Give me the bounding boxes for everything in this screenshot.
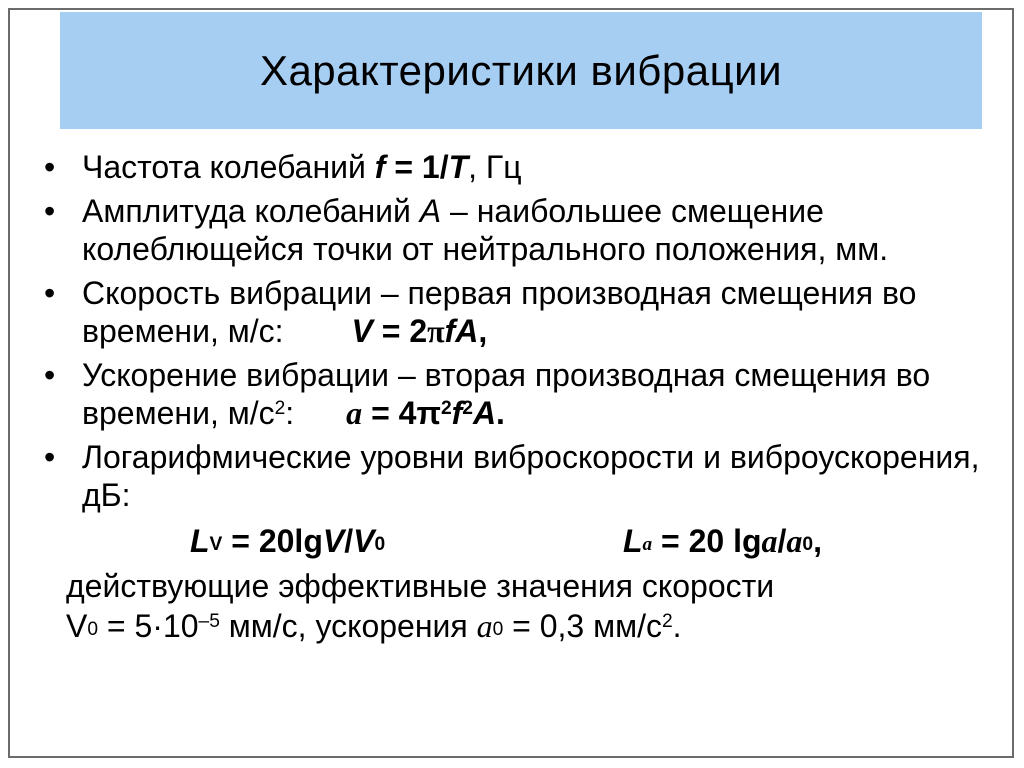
bullet-frequency bbox=[40, 148, 1000, 186]
bullet-dot: • bbox=[44, 149, 56, 185]
bullet-text-2: – наибольшее смещение колеблющейся точки от нейтрального положения, мм. bbox=[82, 193, 889, 267]
formula-sup-1: 2 bbox=[440, 398, 452, 419]
bullet-amplitude bbox=[40, 192, 1000, 268]
slide-title: Характеристики вибрации bbox=[259, 46, 783, 94]
slide-content bbox=[40, 148, 1000, 646]
formula-fa: fA bbox=[444, 313, 479, 349]
bullet-velocity bbox=[40, 274, 1000, 350]
unit-sup: 2 bbox=[274, 398, 286, 419]
formula-eq: = 4π bbox=[362, 395, 441, 431]
bullet-tail: , Гц bbox=[468, 149, 522, 185]
bullet-acceleration bbox=[40, 356, 1000, 432]
formula-f: f bbox=[374, 149, 386, 185]
bullet-log-levels bbox=[40, 438, 1000, 514]
bullet-dot: • bbox=[44, 275, 56, 311]
formula-eq: = 1/ bbox=[385, 149, 449, 185]
formula-sup-2: 2 bbox=[462, 398, 473, 419]
formula-t: T bbox=[448, 149, 469, 185]
amplitude-symbol: А bbox=[419, 193, 442, 229]
bullet-dot: • bbox=[44, 193, 56, 229]
effective-values-line: действующие эффективные значения скорости bbox=[66, 568, 775, 604]
formula-row bbox=[40, 522, 1000, 566]
bullet-text: Частота колебаний bbox=[82, 149, 375, 185]
bullet-dot: • bbox=[44, 357, 56, 393]
bullet-text: Скорость вибрации – первая производная смещения во времени, м/с: bbox=[82, 275, 917, 349]
formula-la: $L_a = 20$ lga/$a_0$, bbox=[623, 523, 822, 559]
formula-lv: $L_V = 20\lg V/V_0$ bbox=[190, 523, 386, 559]
bullet-text: Амплитуда колебаний bbox=[82, 193, 420, 229]
slide bbox=[8, 8, 1014, 758]
formula-eq: = 2 bbox=[372, 313, 428, 349]
formula-pi: π bbox=[427, 313, 445, 349]
bullet-dot: • bbox=[44, 439, 56, 475]
formula-end: . bbox=[496, 395, 505, 431]
bullet-text: Логарифмические уровни виброскорости и виброускорения, дБ: bbox=[82, 439, 980, 513]
formula-f: f bbox=[451, 395, 463, 431]
colon: : bbox=[285, 395, 295, 431]
reference-values-line: $V_0 = 5\cdot 10^{-5}$ мм/с, ускорения $a_0 = 0,3$ $мм/с^2$. bbox=[66, 608, 682, 644]
formula-A: A bbox=[472, 395, 497, 431]
formula-v: V bbox=[351, 313, 373, 349]
formula-end: , bbox=[478, 313, 488, 349]
formula-a: a bbox=[346, 395, 363, 431]
title-bar bbox=[60, 12, 982, 129]
bullet-text: Ускорение вибрации – вторая производная смещения во времени, м/с bbox=[82, 357, 931, 431]
